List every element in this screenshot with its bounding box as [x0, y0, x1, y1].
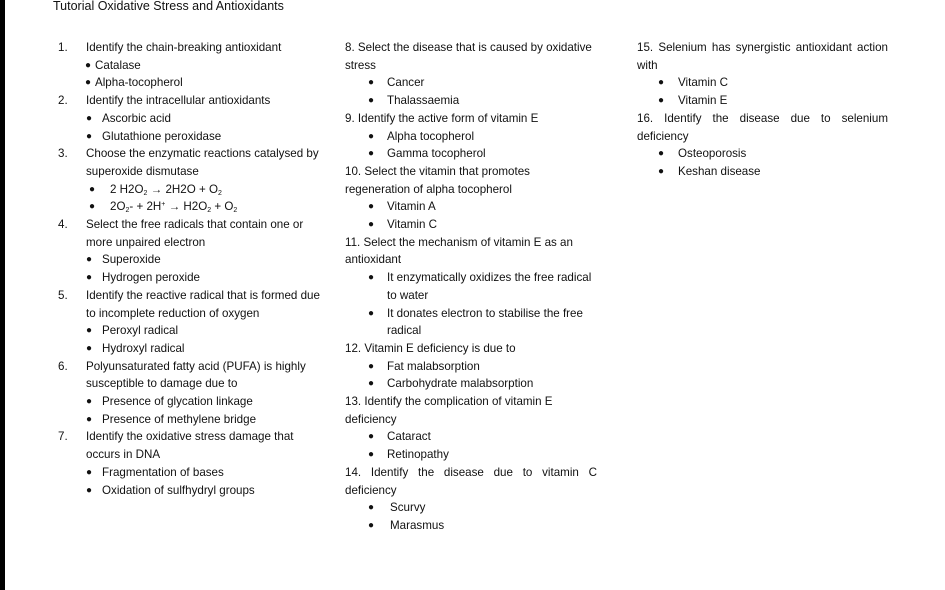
option-item — [345, 428, 607, 446]
option-item — [58, 393, 320, 411]
bullet-icon: ● — [368, 519, 375, 531]
option-label: Peroxyl radical — [102, 324, 179, 338]
option-item — [58, 411, 320, 429]
option-item — [345, 499, 607, 517]
question-text: 9. Identify the active form of vitamin E — [345, 111, 539, 125]
option-item — [58, 74, 320, 92]
option-label: Gamma tocopherol — [387, 147, 486, 161]
bullet-icon: ● — [86, 342, 93, 354]
option-item — [58, 128, 320, 146]
question-4 — [58, 216, 320, 287]
option-item — [345, 358, 607, 376]
bullet-icon: ● — [86, 325, 93, 337]
bullet-icon: ● — [368, 360, 375, 372]
option-item — [58, 181, 320, 199]
option-item — [345, 269, 592, 304]
option-item — [58, 110, 320, 128]
option-label: Vitamin E — [678, 94, 728, 108]
option-item — [345, 145, 607, 163]
option-label: Marasmus — [390, 518, 445, 532]
question-text: Select the free radicals that contain one or more unpaired electron — [86, 218, 304, 249]
bullet-icon: ● — [658, 148, 665, 160]
bullet-icon: ● — [368, 95, 375, 107]
option-item — [58, 482, 320, 500]
bullet-icon: ● — [86, 254, 93, 266]
option-label: Carbohydrate malabsorption — [387, 377, 534, 391]
bullet-icon: ● — [85, 59, 92, 71]
question-text: 16. Identify the disease due to selenium deficiency — [637, 111, 888, 143]
question-3 — [58, 145, 320, 216]
bullet-icon: ● — [86, 484, 93, 496]
option-item — [58, 269, 320, 287]
question-text: 14. Identify the disease due to vitamin C deficiency — [345, 465, 597, 497]
option-item — [345, 216, 607, 234]
bullet-icon: ● — [368, 431, 375, 443]
option-label: Osteoporosis — [678, 147, 747, 161]
bullet-icon: ● — [368, 130, 375, 142]
bullet-icon: ● — [658, 165, 665, 177]
option-label: Retinopathy — [387, 448, 449, 462]
bullet-icon: ● — [658, 77, 665, 89]
option-item — [58, 251, 320, 269]
question-number: 3. — [58, 147, 68, 161]
option-item — [345, 128, 607, 146]
question-9 — [345, 110, 607, 163]
left-edge-bar — [0, 0, 5, 590]
option-item — [637, 163, 899, 181]
question-number: 5. — [58, 288, 68, 302]
option-item — [58, 464, 320, 482]
question-1 — [58, 39, 320, 92]
question-text: 8. Select the disease that is caused by oxidative stress — [345, 41, 592, 72]
option-item — [58, 57, 320, 75]
option-label: Keshan disease — [678, 164, 761, 178]
option-item — [345, 517, 607, 535]
question-text: 11. Select the mechanism of vitamin E as an antioxidant — [345, 235, 573, 267]
option-label: It enzymatically oxidizes the free radical to water — [387, 271, 592, 302]
option-label: Presence of methylene bridge — [102, 412, 257, 426]
option-item — [345, 375, 607, 393]
question-text: Identify the oxidative stress damage that occurs in DNA — [86, 430, 294, 462]
option-item — [345, 446, 607, 464]
option-label-formula: 2 $H2O_2 \to 2H2O + O_2$ — [110, 182, 222, 197]
option-label: Alpha-tocopherol — [95, 76, 183, 90]
option-label: Fat malabsorption — [387, 359, 480, 373]
option-item — [637, 145, 899, 163]
option-item — [345, 305, 587, 340]
question-15 — [637, 39, 899, 110]
question-number: 4. — [58, 218, 68, 232]
option-label: Thalassaemia — [387, 94, 460, 108]
option-item — [58, 340, 320, 358]
question-13 — [345, 393, 607, 464]
question-number: 2. — [58, 94, 68, 108]
question-number: 8. — [345, 41, 355, 54]
option-label: Fragmentation of bases — [102, 465, 224, 479]
question-text: 15. Selenium has synergistic antioxidant action with — [637, 41, 888, 72]
question-14 — [345, 464, 607, 535]
question-2 — [58, 92, 320, 145]
question-10 — [345, 163, 607, 234]
bullet-icon: ● — [89, 183, 96, 195]
bullet-icon: ● — [368, 449, 375, 461]
question-text: Choose the enzymatic reactions catalysed by superoxide dismutase — [86, 147, 319, 178]
column-2 — [345, 39, 607, 535]
bullet-icon: ● — [658, 95, 665, 107]
question-text: Identify the intracellular antioxidants — [86, 94, 271, 108]
bullet-icon: ● — [368, 272, 375, 284]
question-6 — [58, 358, 320, 429]
bullet-icon: ● — [86, 413, 93, 425]
question-text: 10. Select the vitamin that promotes regeneration of alpha tocopherol — [345, 164, 530, 196]
question-text: Polyunsaturated fatty acid (PUFA) is highly susceptible to damage due to — [86, 359, 306, 391]
option-label: Catalase — [95, 58, 141, 72]
bullet-icon: ● — [85, 77, 92, 89]
question-number: 15. — [637, 41, 654, 54]
question-number: 10. — [345, 164, 362, 178]
question-7 — [58, 428, 320, 499]
option-item — [345, 92, 607, 110]
option-label: It donates electron to stabilise the free radical — [387, 306, 583, 338]
option-label: Alpha tocopherol — [387, 129, 475, 143]
question-number: 12. — [345, 341, 362, 355]
option-label: Vitamin C — [387, 218, 438, 232]
option-item — [345, 74, 607, 92]
bullet-icon: ● — [86, 396, 93, 408]
option-label: Cancer — [387, 76, 425, 90]
column-1 — [58, 39, 320, 499]
question-number: 9. — [345, 111, 355, 125]
option-label-formula: $2O_2- + 2H^+ \to H2O_2 + O_2$ — [110, 200, 238, 215]
bullet-icon: ● — [368, 201, 375, 213]
bullet-icon: ● — [368, 378, 375, 390]
bullet-icon: ● — [368, 307, 375, 319]
question-number: 6. — [58, 359, 68, 373]
question-number: 16. — [637, 111, 654, 125]
bullet-icon: ● — [368, 148, 375, 160]
question-8 — [345, 39, 607, 110]
option-item — [637, 92, 899, 110]
bullet-icon: ● — [368, 502, 375, 514]
option-label: Vitamin C — [678, 76, 729, 90]
bullet-icon: ● — [86, 112, 93, 124]
option-label: Glutathione peroxidase — [102, 129, 222, 143]
option-label: Hydroxyl radical — [102, 341, 185, 355]
document-title: Tutorial Oxidative Stress and Antioxidants — [53, 0, 284, 13]
option-label: Superoxide — [102, 253, 161, 267]
option-label: Ascorbic acid — [102, 111, 171, 125]
column-3 — [637, 39, 899, 181]
option-label: Presence of glycation linkage — [102, 395, 253, 409]
option-item — [58, 198, 320, 216]
question-16 — [637, 110, 899, 181]
question-11 — [345, 234, 607, 340]
bullet-icon: ● — [368, 77, 375, 89]
question-text: Identify the chain-breaking antioxidant — [86, 41, 282, 54]
option-label: Cataract — [387, 430, 431, 444]
question-number: 14. — [345, 465, 362, 479]
option-item — [345, 198, 607, 216]
option-item — [58, 322, 320, 340]
question-number: 13. — [345, 395, 362, 409]
option-item — [637, 74, 899, 92]
question-number: 1. — [58, 41, 68, 54]
bullet-icon: ● — [86, 130, 93, 142]
option-label: Scurvy — [390, 501, 426, 515]
option-label: Oxidation of sulfhydryl groups — [102, 483, 255, 497]
bullet-icon: ● — [89, 201, 96, 213]
question-text: 12. Vitamin E deficiency is due to — [345, 341, 516, 355]
option-label: Vitamin A — [387, 200, 436, 214]
question-5 — [58, 287, 320, 358]
question-number: 11. — [345, 235, 361, 249]
question-12 — [345, 340, 607, 393]
question-number: 7. — [58, 430, 68, 444]
bullet-icon: ● — [86, 272, 93, 284]
bullet-icon: ● — [368, 219, 375, 231]
bullet-icon: ● — [86, 466, 93, 478]
question-text: 13. Identify the complication of vitamin E deficiency — [345, 395, 553, 426]
question-text: Identify the reactive radical that is formed due to incomplete reduction of oxygen — [86, 288, 320, 320]
option-label: Hydrogen peroxide — [102, 271, 200, 285]
